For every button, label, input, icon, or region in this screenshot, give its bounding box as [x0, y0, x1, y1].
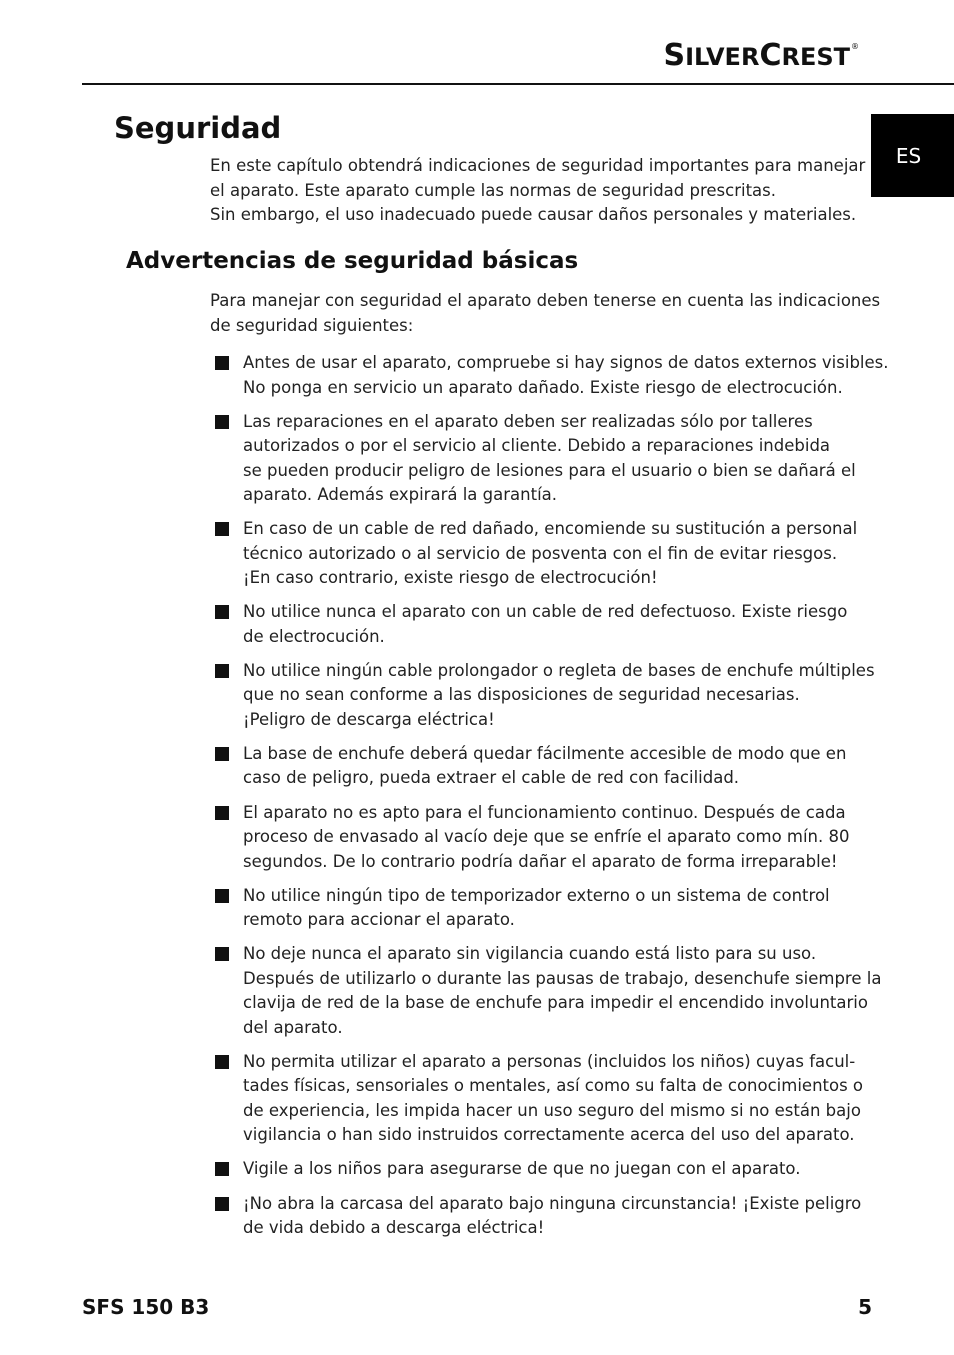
list-item-line: de vida debido a descarga eléctrica! [243, 1218, 545, 1238]
list-item-line: remoto para accionar el aparato. [243, 910, 515, 930]
list-item-line: No utilice nunca el aparato con un cable de red defectuoso. Existe riesgo [243, 602, 848, 622]
list-item-line: se pueden producir peligro de lesiones para el usuario o bien se dañará el [243, 460, 856, 480]
page-number: 5 [858, 1295, 872, 1319]
list-item-line: Las reparaciones en el aparato deben ser realizadas sólo por talleres [243, 411, 813, 431]
square-bullet-icon [215, 1055, 229, 1069]
list-item [215, 801, 850, 875]
section-subtitle: Advertencias de seguridad básicas [126, 248, 579, 274]
list-item-line: Antes de usar el aparato, compruebe si hay signos de datos externos visibles. [243, 353, 889, 372]
intro-line: el aparato. Este aparato cumple las normas de seguridad prescritas. [210, 180, 777, 200]
registered-mark: ® [851, 42, 859, 51]
square-bullet-icon [215, 522, 229, 536]
square-bullet-icon [215, 889, 229, 903]
list-item [215, 1050, 864, 1148]
safety-warnings-list [215, 351, 889, 1250]
footer-model: SFS 150 B3 [82, 1295, 210, 1319]
list-item-line: segundos. De lo contrario podría dañar el aparato de forma irreparable! [243, 851, 838, 871]
brand-logo [663, 38, 859, 73]
list-item-line: La base de enchufe deberá quedar fácilmente accesible de modo que en [243, 743, 847, 763]
list-item-line: ¡En caso contrario, existe riesgo de electrocución! [243, 568, 658, 588]
brand-ilver: ILVER [685, 43, 760, 71]
list-item [215, 942, 882, 1040]
brand-c: C [759, 38, 782, 73]
square-bullet-icon [215, 947, 229, 961]
square-bullet-icon [215, 415, 229, 429]
list-item [215, 1157, 845, 1182]
list-item-line: ¡No abra la carcasa del aparato bajo ninguna circunstancia! ¡Existe peligro [243, 1193, 862, 1213]
language-label: ES [895, 143, 922, 168]
square-bullet-icon [215, 806, 229, 820]
list-item [215, 517, 858, 591]
lead-line: Para manejar con seguridad el aparato deben tenerse en cuenta las indicaciones [210, 291, 881, 310]
list-item [215, 1192, 862, 1241]
list-item-line: No utilice ningún cable prolongador o regleta de bases de enchufe múltiples [243, 660, 875, 680]
brand-s: S [663, 38, 686, 73]
language-tab [871, 114, 954, 197]
list-item-line: aparato. Además expirará la garantía. [243, 485, 558, 505]
list-item-line: de electrocución. [243, 626, 385, 646]
list-item-line: clavija de red de la base de enchufe para impedir el encendido involuntario [243, 993, 868, 1013]
square-bullet-icon [215, 1162, 229, 1176]
list-item-line: vigilancia o han sido instruidos correctamente acerca del uso del aparato. [243, 1125, 855, 1145]
intro-line: En este capítulo obtendrá indicaciones de seguridad importantes para manejar [210, 156, 866, 175]
page-title: Seguridad [114, 111, 282, 145]
list-item-line: No permita utilizar el aparato a personas (incluidos los niños) cuyas facul- [243, 1051, 856, 1071]
list-item-line: de experiencia, les impida hacer un uso seguro del mismo si no están bajo [243, 1100, 861, 1120]
square-bullet-icon [215, 1197, 229, 1211]
square-bullet-icon [215, 747, 229, 761]
list-item-line: técnico autorizado o al servicio de posventa con el fin de evitar riesgos. [243, 543, 838, 563]
intro-paragraph [210, 154, 866, 228]
lead-paragraph [210, 289, 881, 338]
list-item [215, 884, 845, 933]
square-bullet-icon [215, 605, 229, 619]
list-item-line: No ponga en servicio un aparato dañado. Existe riesgo de electrocución. [243, 377, 843, 397]
list-item-line: No deje nunca el aparato sin vigilancia cuando está listo para su uso. [243, 944, 817, 964]
list-item-line: que no sean conforme a las disposiciones de seguridad necesarias. [243, 685, 800, 705]
list-item [215, 659, 875, 733]
list-item-line: proceso de envasado al vacío deje que se enfríe el aparato como mín. 80 [243, 827, 850, 847]
list-item-line: ¡Peligro de descarga eléctrica! [243, 709, 495, 729]
list-item-line: Después de utilizarlo o durante las pausas de trabajo, desenchufe siempre la [243, 968, 882, 988]
brand-rest: REST [781, 43, 850, 71]
list-item-line: autorizados o por el servicio al cliente. Debido a reparaciones indebida [243, 436, 831, 456]
list-item [215, 742, 845, 791]
list-item-line: No utilice ningún tipo de temporizador externo o un sistema de control [243, 885, 830, 905]
list-item-line: caso de peligro, pueda extraer el cable de red con facilidad. [243, 768, 740, 788]
list-item-line: del aparato. [243, 1017, 343, 1037]
list-item [215, 600, 848, 649]
list-item-line: Vigile a los niños para asegurarse de que no juegan con el aparato. [243, 1159, 801, 1179]
list-item [215, 351, 889, 400]
lead-line: de seguridad siguientes: [210, 315, 414, 335]
list-item-line: En caso de un cable de red dañado, encomiende su sustitución a personal [243, 519, 858, 539]
square-bullet-icon [215, 664, 229, 678]
square-bullet-icon [215, 356, 229, 370]
list-item [215, 410, 856, 508]
intro-line: Sin embargo, el uso inadecuado puede causar daños personales y materiales. [210, 205, 857, 224]
list-item-line: El aparato no es apto para el funcionamiento continuo. Después de cada [243, 802, 846, 822]
header-rule [82, 83, 954, 85]
list-item-line: tades físicas, sensoriales o mentales, así como su falta de conocimientos o [243, 1076, 864, 1096]
